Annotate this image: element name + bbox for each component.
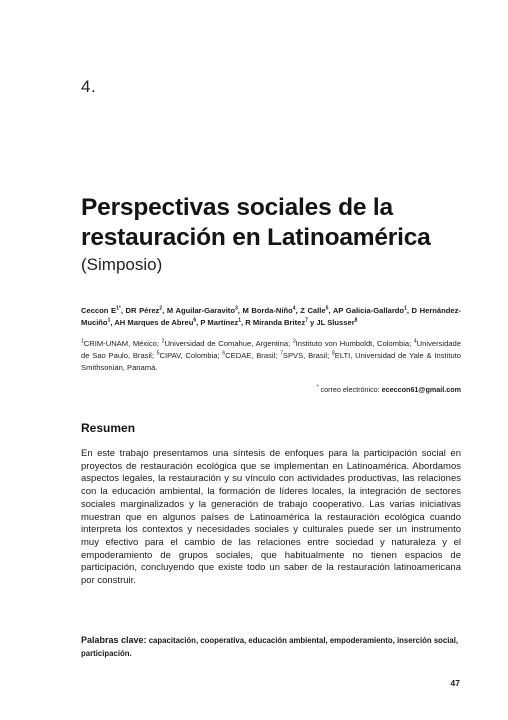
author-affiliation-marker: 5 bbox=[325, 305, 329, 312]
chapter-number: 4. bbox=[81, 77, 97, 96]
author-affiliation-marker: 1* bbox=[116, 305, 121, 312]
email-address: ececcon61@gmail.com bbox=[381, 385, 461, 394]
affiliation-marker: 5 bbox=[156, 350, 160, 357]
author-affiliation-marker: 7 bbox=[305, 317, 308, 324]
author-affiliation-marker: 6 bbox=[193, 317, 197, 324]
author-name: P Martínez bbox=[200, 318, 239, 327]
affiliation-text: Instituto von Humboldt, Colombia; bbox=[295, 339, 414, 348]
affiliation-text: Universidad de Comahue, Argentina; bbox=[164, 339, 293, 348]
author-list: Ceccon $E^{1*}$, DR Pérez$^2$, M Aguilar-Garavito$^3$, M Borda-Niño$^4$, Z Calle$^5$, AP Galicia-Gallardo$^1$, D Hernández-Muciño$^1$, AH Marques de Abreu$^6$, P Martínez$^1$, R Miranda Britez$^7$ y JL Slusser$^8$ bbox=[81, 305, 461, 327]
affiliation-marker: 2 bbox=[161, 338, 165, 345]
keywords bbox=[81, 634, 461, 660]
chapter-title-line-2: restauración en Latinoamérica bbox=[81, 224, 431, 251]
author-affiliation-marker: 1 bbox=[404, 305, 407, 312]
abstract-text: En este trabajo presentamos una síntesis de enfoques para la participación social en proyectos de restauración ecológica que se implementan en Latinoamérica. Abordamos aspectos legales, la restauración y su vínculo con actividades productivas, las relaciones con la educación ambiental, la formación de líderes locales, la integración de sectores sociales marginalizados y la generación de trabajo cooperativo. Las varias iniciativas muestran que en algunos países de Latinoamérica la restauración ecológica cuando interpreta los contextos y necesidades sociales y culturales puede ser un instrumento muy efectivo para el cambio de las relaciones entre sociedad y naturaleza y el empoderamiento de grupos sociales, que habitualmente no tienen espacios de participación, concluyendo que existe todo un saber de la restauración latinoamericana por construir. bbox=[81, 448, 461, 587]
affiliation-marker: 4 bbox=[413, 338, 417, 345]
page-number: 47 bbox=[450, 678, 460, 688]
author-affiliation-marker: 2 bbox=[159, 305, 163, 312]
corresponding-email bbox=[317, 385, 461, 394]
affiliation-text: ELTI, Universidad de Yale & Instituto Smithsonian, Panamá. bbox=[81, 351, 462, 372]
abstract-heading: Resumen bbox=[81, 421, 136, 435]
affiliation-text: Universidade de Sao Paulo, Brasil; bbox=[81, 339, 461, 360]
author-name: M Aguilar-Garavito bbox=[166, 306, 235, 315]
author-name: M Borda-Niño bbox=[242, 306, 293, 315]
author-affiliation-marker: 8 bbox=[354, 317, 358, 324]
author-affiliation-marker: 1 bbox=[107, 317, 111, 324]
affiliation-marker: 1 bbox=[81, 338, 84, 345]
affiliation-marker: 7 bbox=[280, 350, 283, 357]
author-name: AH Marques de Abreu bbox=[114, 318, 194, 327]
affiliation-marker: 8 bbox=[331, 350, 335, 357]
keywords-label: Palabras clave: bbox=[81, 635, 147, 645]
affiliation-text: SPVS, Brasil; bbox=[282, 351, 332, 360]
affiliation-text: CRIM-UNAM, México; bbox=[83, 339, 162, 348]
affiliation-text: CIPAV, Colombia; bbox=[159, 351, 223, 360]
author-name: AP Galicia-Gallardo bbox=[332, 306, 405, 315]
email-label: correo electrónico: bbox=[318, 385, 382, 394]
affiliation-text: CEDAE, Brasil; bbox=[225, 351, 281, 360]
author-name: JL Slusser bbox=[316, 318, 355, 327]
email-marker: * bbox=[316, 384, 319, 391]
author-affiliation-marker: 4 bbox=[292, 305, 296, 312]
author-affiliation-marker: 3 bbox=[234, 305, 238, 312]
chapter-title-line-1: Perspectivas sociales de la bbox=[81, 194, 393, 221]
author-name: DR Pérez bbox=[125, 306, 160, 315]
chapter-subtitle: (Simposio) bbox=[81, 255, 163, 274]
affiliation-marker: 3 bbox=[292, 338, 296, 345]
author-name: Z Calle bbox=[300, 306, 326, 315]
author-name: Ceccon E bbox=[81, 306, 117, 315]
author-affiliation-marker: 1 bbox=[238, 317, 241, 324]
author-name: R Miranda Britez bbox=[245, 318, 306, 327]
affiliation-marker: 6 bbox=[222, 350, 226, 357]
author-name: D Hernández-Muciño bbox=[81, 306, 461, 327]
keywords-text: capacitación, cooperativa, educación ambiental, empoderamiento, inserción social, participación. bbox=[81, 636, 459, 658]
affiliations bbox=[81, 338, 461, 374]
chapter-title bbox=[81, 193, 481, 253]
